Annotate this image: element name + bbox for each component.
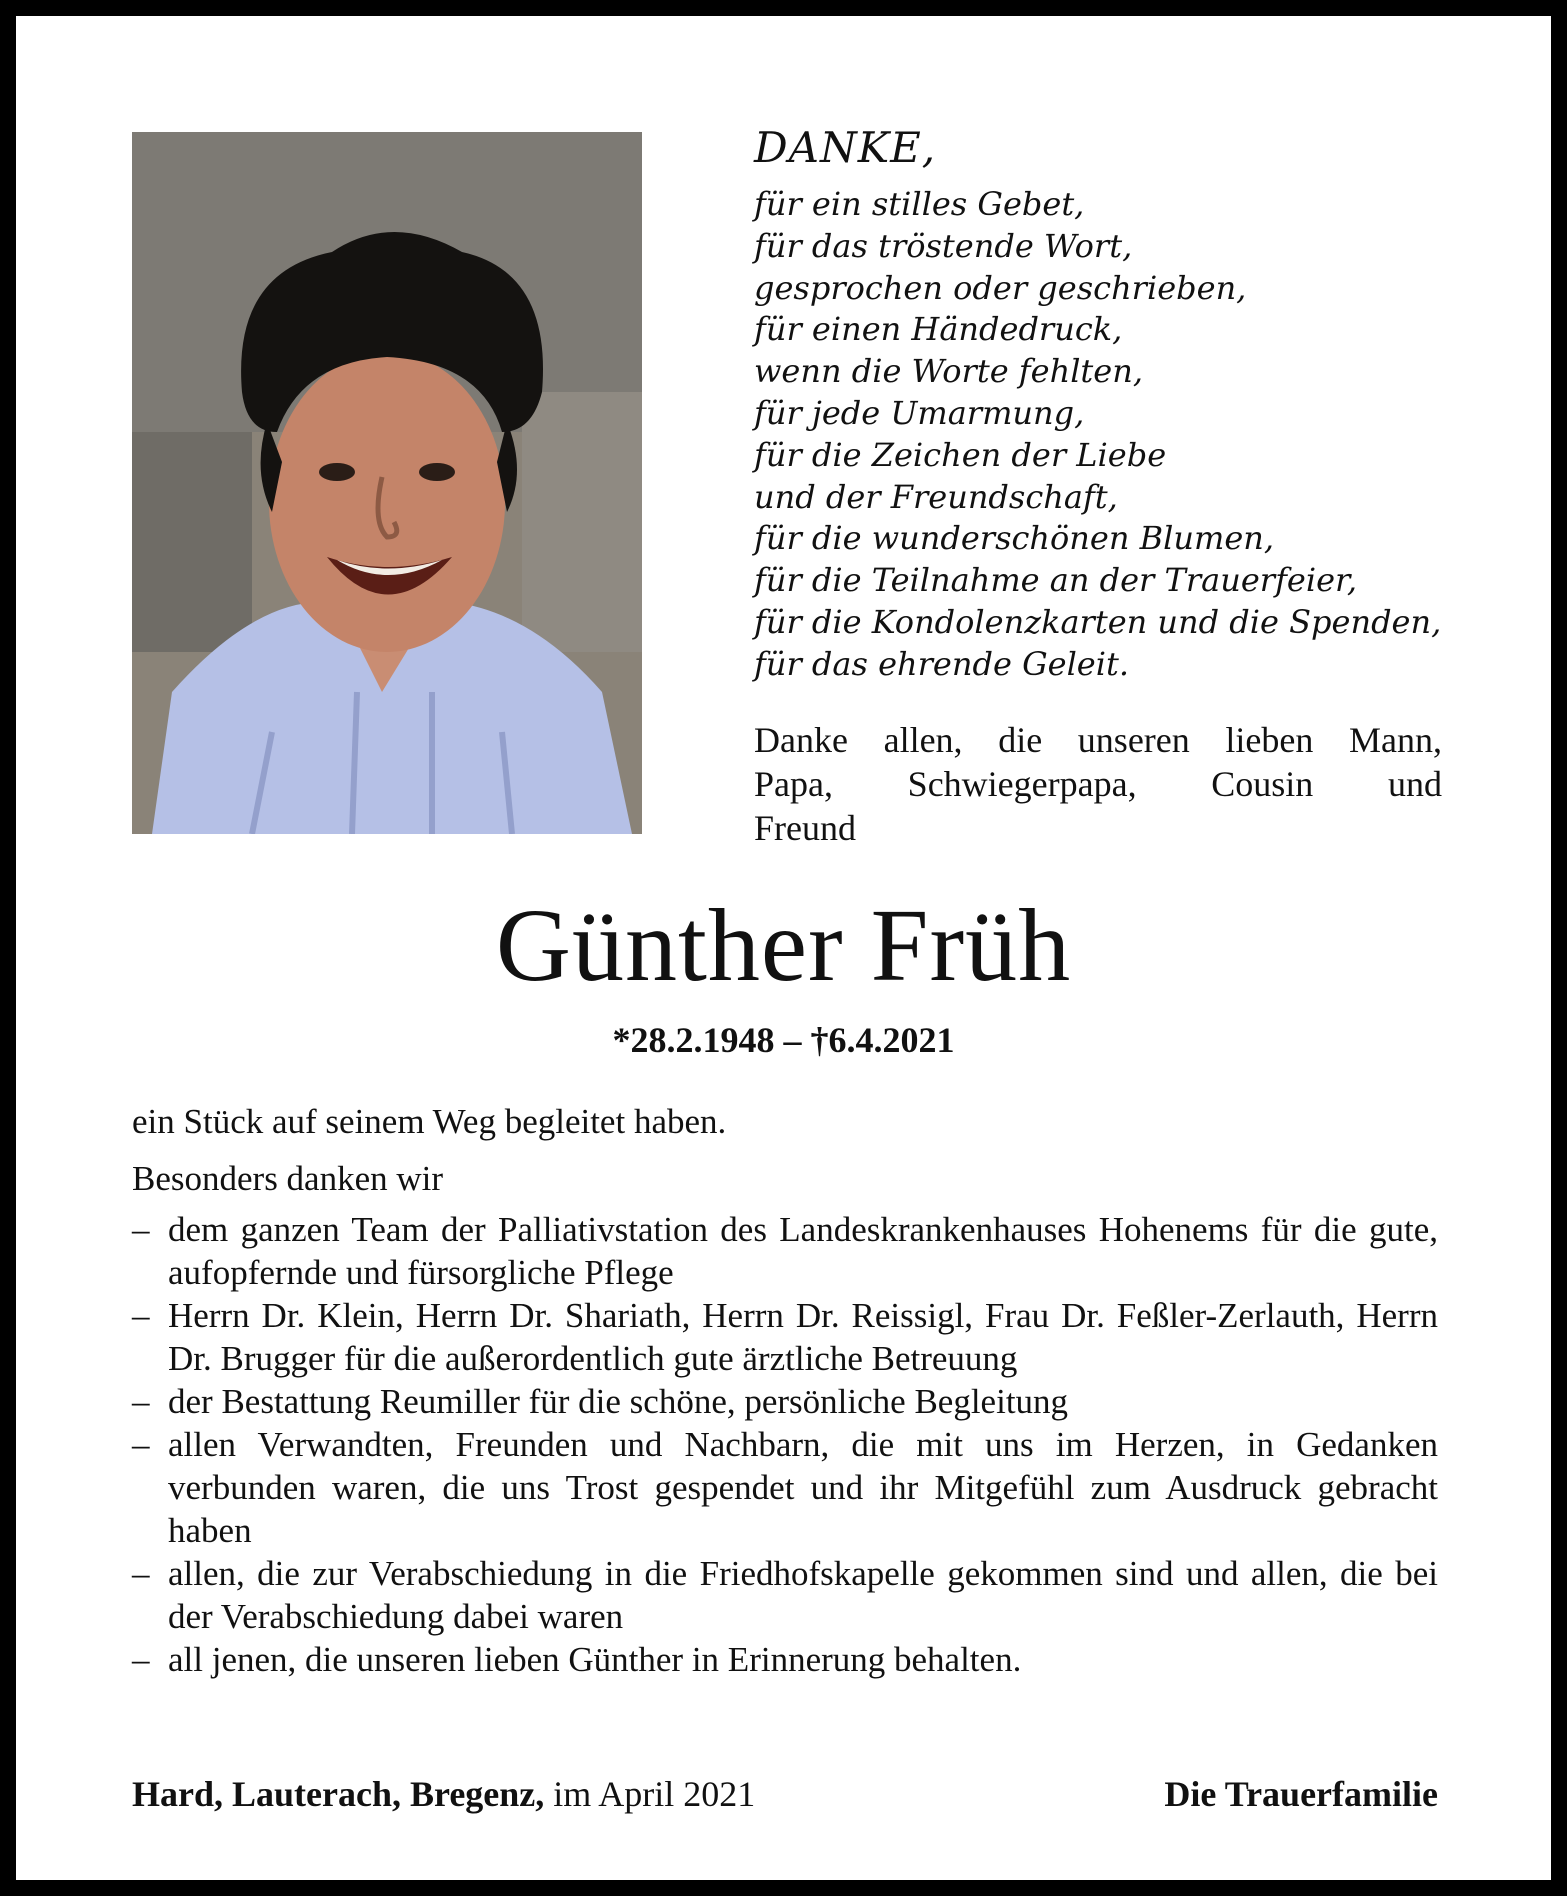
- footer-location-date: [132, 1772, 755, 1816]
- list-item: [132, 1380, 1438, 1423]
- thanks-body: [132, 1100, 1438, 1681]
- thanks-list: [132, 1208, 1438, 1681]
- after-name-text: ein Stück auf seinem Weg begleitet haben.: [132, 1102, 727, 1141]
- danke-line: für die Kondolenzkarten und die Spenden,: [754, 602, 1442, 641]
- portrait-illustration: [132, 132, 642, 834]
- footer-signature: Die Trauerfamilie: [1164, 1774, 1438, 1814]
- list-item-text: all jenen, die unseren lieben Günther in Erinnerung behalten.: [168, 1640, 1022, 1679]
- danke-line: für die Zeichen der Liebe: [754, 435, 1167, 474]
- footer: [132, 1772, 1438, 1816]
- danke-line: gesprochen oder geschrieben,: [754, 268, 1247, 307]
- list-item-text: der Bestattung Reumiller für die schöne, persönliche Begleitung: [168, 1382, 1069, 1421]
- list-item: [132, 1638, 1438, 1681]
- danke-line: für jede Umarmung,: [754, 393, 1085, 432]
- list-dash: –: [132, 1296, 150, 1335]
- list-item: [132, 1208, 1438, 1294]
- thanks-poem: [754, 124, 1442, 686]
- danke-line: für einen Händedruck,: [754, 310, 1123, 349]
- danke-line: wenn die Worte fehlten,: [754, 352, 1143, 391]
- danke-heading: DANKE,: [754, 123, 937, 172]
- list-item: [132, 1294, 1438, 1380]
- danke-lines: [754, 184, 1442, 686]
- intro-line: Papa, Schwiegerpapa, Cousin und: [754, 764, 1442, 804]
- danke-line: für ein stilles Gebet,: [754, 185, 1085, 223]
- danke-line: für das tröstende Wort,: [754, 226, 1133, 265]
- deceased-name: Günther Früh: [495, 888, 1072, 1003]
- footer-date: im April 2021: [553, 1774, 756, 1814]
- list-item-text: allen Verwandten, Freunden und Nachbarn, die mit uns im Herzen, in Gedanken verbunden waren, die uns Trost gespendet und ihr Mitgefühl zum Ausdruck gebracht haben: [168, 1425, 1438, 1550]
- list-item-text: dem ganzen Team der Palliativstation des Landeskrankenhauses Hohenems für die gute, aufopfernde und fürsorgliche Pflege: [168, 1210, 1438, 1292]
- portrait-photo: [132, 132, 642, 834]
- danke-line: und der Freundschaft,: [754, 477, 1118, 516]
- list-dash: –: [132, 1382, 150, 1421]
- intro-line: Freund: [754, 808, 856, 848]
- list-dash: –: [132, 1425, 150, 1464]
- danke-line: für das ehrende Geleit.: [754, 644, 1129, 683]
- intro-text: [754, 718, 1442, 850]
- life-dates: *28.2.1948 – †6.4.2021: [612, 1020, 955, 1060]
- list-item-text: allen, die zur Verabschiedung in die Friedhofskapelle gekommen sind und allen, die bei der Verabschiedung dabei waren: [168, 1554, 1438, 1636]
- list-item: [132, 1423, 1438, 1552]
- danke-line: für die wunderschönen Blumen,: [754, 519, 1275, 558]
- danke-line: für die Teilnahme an der Trauerfeier,: [754, 561, 1357, 600]
- list-dash: –: [132, 1554, 150, 1593]
- list-dash: –: [132, 1640, 150, 1679]
- intro-line: Danke allen, die unseren lieben Mann,: [754, 720, 1442, 760]
- footer-places: Hard, Lauterach, Bregenz,: [132, 1774, 545, 1814]
- list-item: [132, 1552, 1438, 1638]
- list-item-text: Herrn Dr. Klein, Herrn Dr. Shariath, Herrn Dr. Reissigl, Frau Dr. Feßler-Zerlauth, Herrn Dr. Brugger für die außerordentlich gute ärztliche Betreuung: [168, 1296, 1438, 1378]
- thanks-intro: Besonders danken wir: [132, 1159, 444, 1198]
- list-dash: –: [132, 1210, 150, 1249]
